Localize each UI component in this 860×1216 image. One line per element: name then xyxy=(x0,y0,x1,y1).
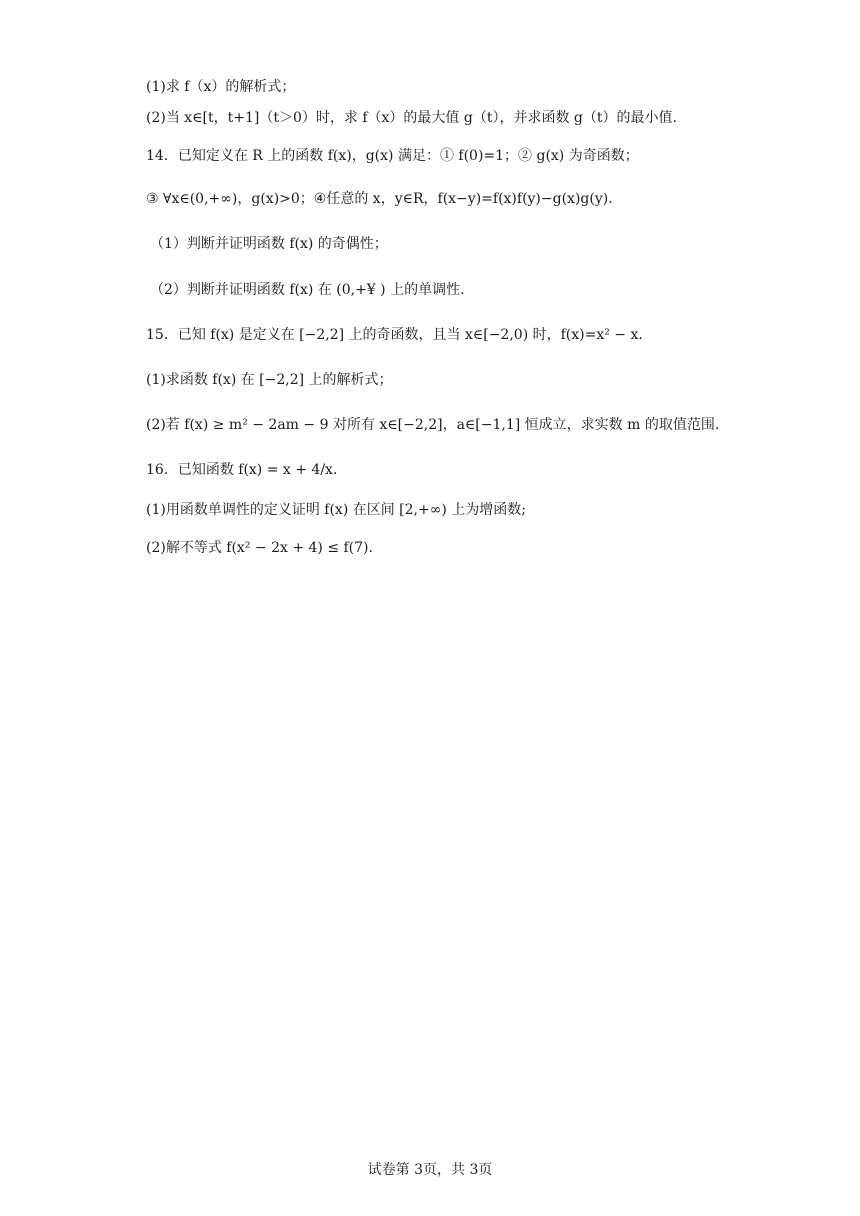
q14-part1: （1）判断并证明函数 f(x) 的奇偶性； xyxy=(150,236,388,252)
q13-part2: (2)当 x∈[t，t+1]（t＞0）时，求 f（x）的最大值 g（t），并求函数 g（t）的最小值. xyxy=(146,110,677,126)
q14-part2: （2）判断并证明函数 f(x) 在 (0,+¥ ) 上的单调性. xyxy=(150,282,465,298)
q15-part1: (1)求函数 f(x) 在 [−2,2] 上的解析式； xyxy=(146,372,393,388)
q14-conditions: ③ ∀x∈(0,+∞)，g(x)>0；④任意的 x，y∈R，f(x−y)=f(x)f(y)−g(x)g(y). xyxy=(146,191,613,207)
page-footer: 试卷第 3页，共 3页 xyxy=(367,1162,493,1178)
q14-stem: 14．已知定义在 R 上的函数 f(x)，g(x) 满足：① f(0)=1；② g(x) 为奇函数； xyxy=(146,148,639,164)
q16-stem: 16．已知函数 f(x) = x + 4/x. xyxy=(146,462,338,478)
q15-part2: (2)若 f(x) ≥ m² − 2am − 9 对所有 x∈[−2,2]，a∈[−1,1] 恒成立，求实数 m 的取值范围. xyxy=(146,417,720,433)
q13-part1: (1)求 f（x）的解析式； xyxy=(146,79,296,95)
q16-part2: (2)解不等式 f(x² − 2x + 4) ≤ f(7). xyxy=(146,540,373,556)
q16-part1: (1)用函数单调性的定义证明 f(x) 在区间 [2,+∞) 上为增函数; xyxy=(146,502,527,518)
q15-stem: 15．已知 f(x) 是定义在 [−2,2] 上的奇函数，且当 x∈[−2,0) 时，f(x)=x² − x. xyxy=(146,327,643,343)
